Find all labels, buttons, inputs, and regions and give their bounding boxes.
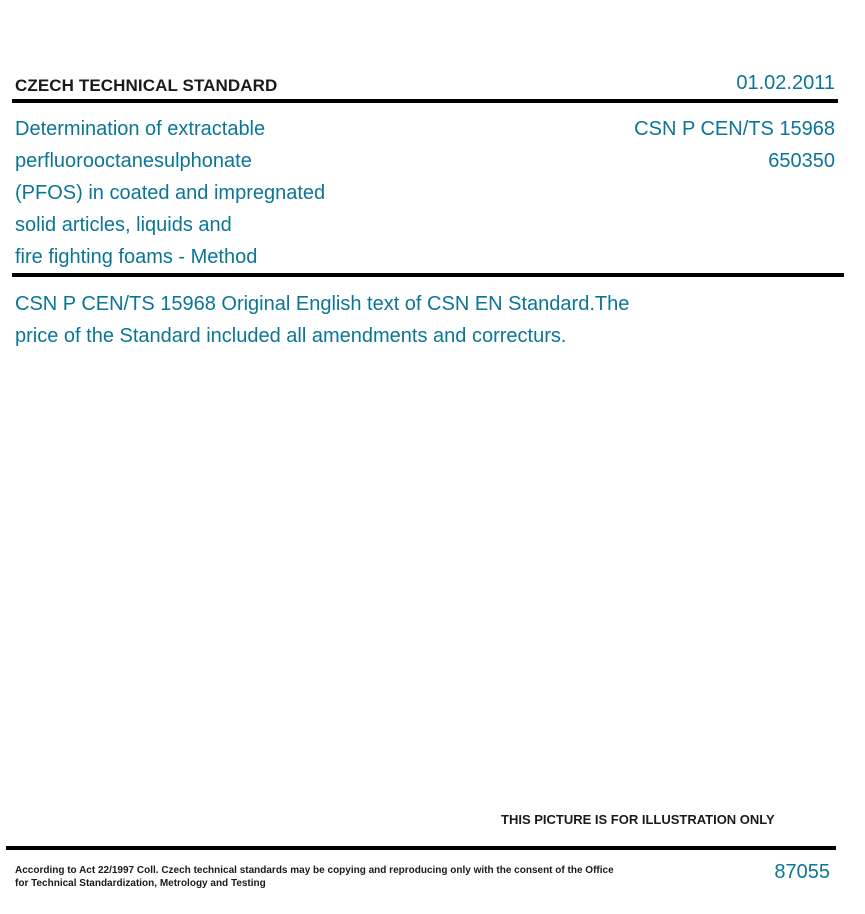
standard-title-line: solid articles, liquids and — [15, 214, 232, 236]
standard-title — [15, 113, 415, 273]
standard-title-line: (PFOS) in coated and impregnated — [15, 182, 326, 204]
description-line: CSN P CEN/TS 15968 Original English text of CSN EN Standard.The — [15, 293, 630, 315]
document-number: 87055 — [774, 861, 830, 883]
publication-date: 01.02.2011 — [736, 72, 835, 94]
standard-title-line: fire fighting foams - Method — [15, 246, 258, 268]
standard-code: CSN P CEN/TS 15968 — [634, 118, 835, 140]
legal-notice-line: for Technical Standardization, Metrology and Testing — [15, 878, 266, 889]
standard-description — [15, 288, 715, 352]
footer-divider — [6, 846, 836, 850]
header-divider — [12, 99, 838, 103]
document-type-heading: CZECH TECHNICAL STANDARD — [15, 76, 278, 95]
standard-title-line: Determination of extractable — [15, 118, 266, 140]
standard-title-line: perfluorooctanesulphonate — [15, 150, 252, 172]
description-line: price of the Standard included all amendments and correcturs. — [15, 325, 567, 347]
title-divider — [12, 273, 844, 277]
legal-notice-line: According to Act 22/1997 Coll. Czech technical standards may be copying and reproducing only with the consent of the Office — [15, 865, 614, 876]
legal-notice — [15, 864, 615, 890]
classification-number: 650350 — [768, 150, 835, 172]
illustration-disclaimer: THIS PICTURE IS FOR ILLUSTRATION ONLY — [501, 812, 775, 827]
standard-identifiers — [634, 113, 835, 177]
